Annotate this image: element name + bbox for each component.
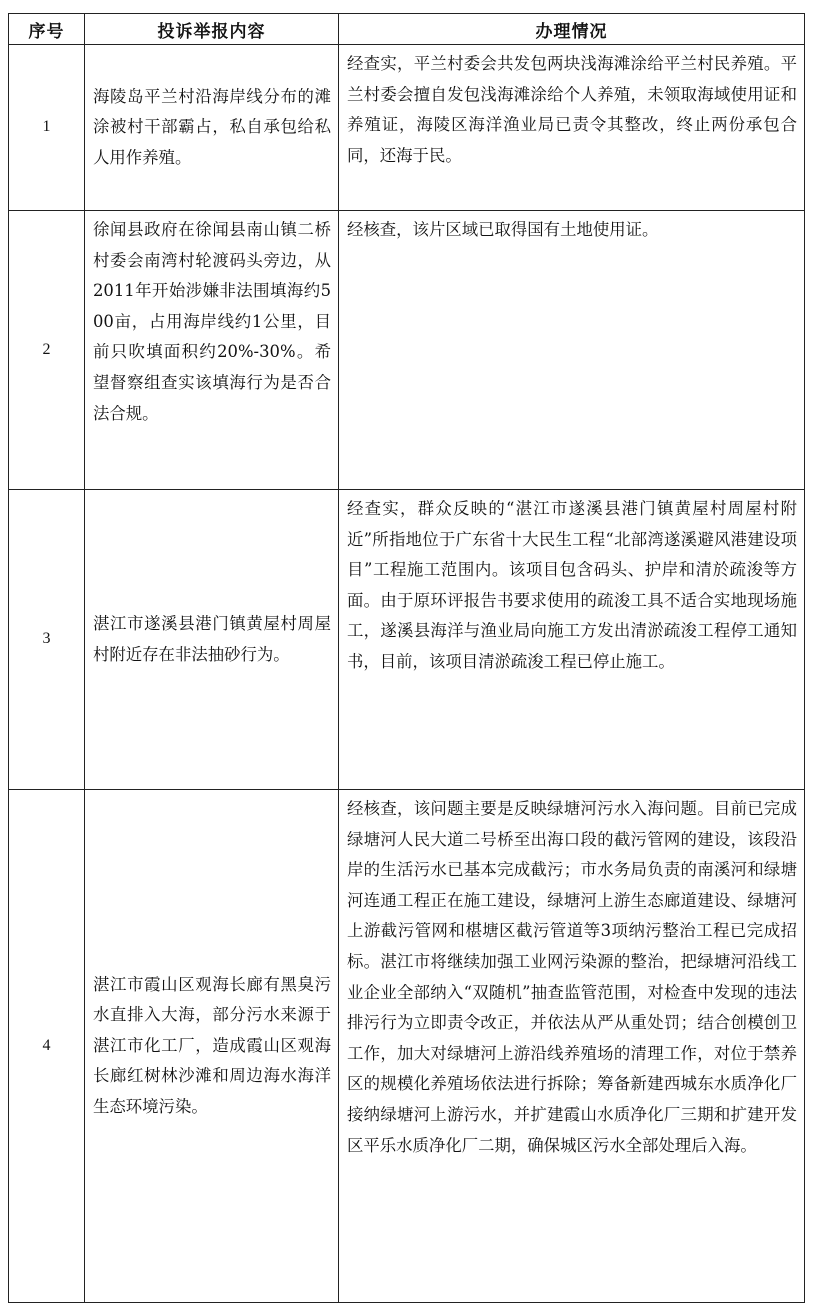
header-handling: 办理情况 [339, 14, 805, 45]
table-row [9, 45, 805, 211]
complaint-table [8, 13, 805, 1303]
complaint-content: 湛江市霞山区观海长廊有黑臭污水直排入大海，部分污水来源于湛江市化工厂，造成霞山区观海长廊红树林沙滩和周边海水海洋生态环境污染。 [85, 790, 339, 1303]
handling-status: 经核查，该问题主要是反映绿塘河污水入海问题。目前已完成绿塘河人民大道二号桥至出海口段的截污管网的建设，该段沿岸的生活污水已基本完成截污；市水务局负责的南溪河和绿塘河连通工程正在施工建设，绿塘河上游生态廊道建设、绿塘河上游截污管网和椹塘区截污管道等3项纳污整治工程已完成招标。湛江市将继续加强工业网污染源的整治，把绿塘河沿线工业企业全部纳入“双随机”抽查监管范围，对检查中发现的违法排污行为立即责令改正，并依法从严从重处罚；结合创模创卫工作，加大对绿塘河上游沿线养殖场的清理工作，对位于禁养区的规模化养殖场依法进行拆除；筹备新建西城东水质净化厂接纳绿塘河上游污水，并扩建霞山水质净化厂三期和扩建开发区平乐水质净化厂二期，确保城区污水全部处理后入海。 [339, 790, 805, 1303]
table-header-row [9, 14, 805, 45]
table-row [9, 211, 805, 490]
table-row [9, 490, 805, 790]
row-number: 3 [9, 490, 85, 790]
complaint-content: 湛江市遂溪县港门镇黄屋村周屋村附近存在非法抽砂行为。 [85, 490, 339, 790]
table-row [9, 790, 805, 1303]
handling-status: 经查实，平兰村委会共发包两块浅海滩涂给平兰村民养殖。平兰村委会擅自发包浅海滩涂给个人养殖，未领取海域使用证和养殖证，海陵区海洋渔业局已责令其整改，终止两份承包合同，还海于民。 [339, 45, 805, 211]
header-complaint: 投诉举报内容 [85, 14, 339, 45]
header-number: 序号 [9, 14, 85, 45]
complaint-content: 海陵岛平兰村沿海岸线分布的滩涂被村干部霸占，私自承包给私人用作养殖。 [85, 45, 339, 211]
row-number: 1 [9, 45, 85, 211]
handling-status: 经核查，该片区域已取得国有土地使用证。 [339, 211, 805, 490]
handling-status: 经查实，群众反映的“湛江市遂溪县港门镇黄屋村周屋村附近”所指地位于广东省十大民生工程“北部湾遂溪避风港建设项目”工程施工范围内。该项目包含码头、护岸和清於疏浚等方面。由于原环评报告书要求使用的疏浚工具不适合实地现场施工，遂溪县海洋与渔业局向施工方发出清淤疏浚工程停工通知书，目前，该项目清淤疏浚工程已停止施工。 [339, 490, 805, 790]
complaint-content: 徐闻县政府在徐闻县南山镇二桥村委会南湾村轮渡码头旁边，从2011年开始涉嫌非法围填海约500亩，占用海岸线约1公里，目前只吹填面积约20%-30%。希望督察组查实该填海行为是否合法合规。 [85, 211, 339, 490]
row-number: 2 [9, 211, 85, 490]
row-number: 4 [9, 790, 85, 1303]
